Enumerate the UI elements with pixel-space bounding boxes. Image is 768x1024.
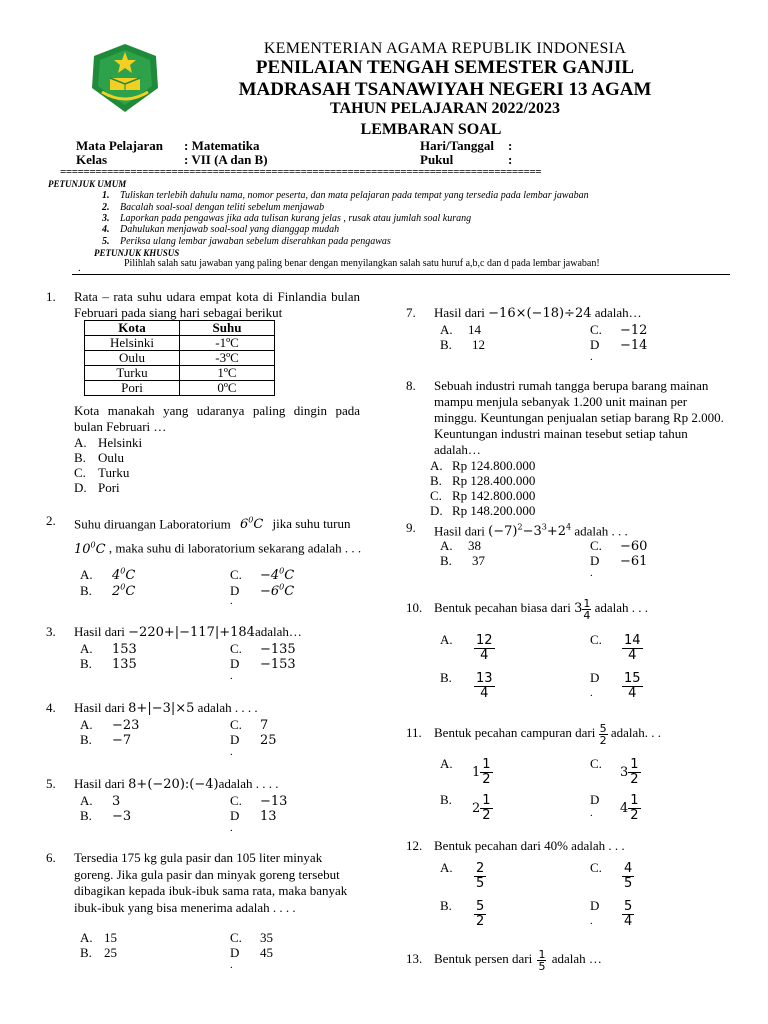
- option-d-label: D: [590, 670, 600, 685]
- header-academic-year: TAHUN PELAJARAN 2022/2023: [330, 100, 560, 117]
- instruction-item: 4. Dahulukan menjawab soal-soal yang dianggap mudah: [102, 224, 340, 235]
- option-a-label: A.: [440, 860, 453, 875]
- instruction-item: 3. Laporkan pada pengawas jika ada tulisan kurang jelas , rusak atau jumlah soal kurang: [102, 213, 472, 224]
- stray-dot: .: [230, 822, 233, 834]
- option-b-label: B.: [440, 670, 452, 685]
- question-10-options: [440, 630, 720, 704]
- option-c[interactable]: C. Rp 142.800.000: [430, 488, 536, 503]
- question-9-options: [440, 538, 720, 584]
- option-c[interactable]: 3 $\frac{1}{2}$: [620, 757, 639, 787]
- kemenag-logo: [88, 42, 162, 114]
- option-a[interactable]: $\frac{2}{5}$: [476, 861, 485, 891]
- class-label: Kelas: [76, 152, 108, 167]
- table-row: Oulu -3ºC: [85, 351, 275, 366]
- stray-dot: .: [230, 670, 233, 682]
- question-1-prompt: Kota manakah yang udaranya paling dingin pada bulan Februari …: [74, 403, 360, 434]
- time-label: Pukul: [420, 152, 454, 167]
- option-c[interactable]: C. 7: [230, 717, 269, 733]
- option-c[interactable]: C. 35: [230, 930, 273, 945]
- option-c[interactable]: $\frac{14}{4}$: [624, 633, 641, 663]
- option-d[interactable]: D 45: [230, 945, 273, 960]
- option-b[interactable]: B. −3: [80, 808, 132, 824]
- question-7-options: [440, 322, 720, 368]
- special-instructions-title: PETUNJUK KHUSUS: [94, 248, 180, 258]
- option-c-label: C.: [590, 756, 602, 771]
- option-d[interactable]: $D -6^0C$: [230, 583, 295, 600]
- question-1: 1. Rata – rata suhu udara empat kota di Finlandia bulan Februari pada siang hari sebagai berikut: [46, 289, 360, 320]
- question-11: 11. Bentuk pecahan campuran dari $\frac{5}{2}$ adalah. . .: [406, 721, 662, 747]
- option-a[interactable]: A. 14: [440, 322, 481, 337]
- option-d-label: D: [590, 792, 600, 807]
- option-d[interactable]: $\frac{15}{4}$: [624, 671, 641, 701]
- header-ministry: KEMENTERIAN AGAMA REPUBLIK INDONESIA: [263, 40, 627, 57]
- question-10: 10. Bentuk pecahan biasa dari 3 $\frac{1}{4}$ adalah . . .: [406, 596, 649, 622]
- question-2-options: [80, 564, 360, 612]
- option-d[interactable]: D −14: [590, 337, 648, 353]
- question-6-options: [80, 930, 360, 976]
- question-4: 4. Hasil dari 8+|−3|×5 adalah . . . .: [46, 700, 258, 716]
- stray-dot: .: [590, 567, 593, 579]
- option-b[interactable]: 2 $\frac{1}{2}$: [472, 793, 491, 823]
- table-header-row: Kota Suhu: [85, 321, 275, 336]
- table-row: Helsinki -1ºC: [85, 336, 275, 351]
- stray-dot: .: [590, 915, 593, 927]
- question-11-options: [440, 754, 720, 828]
- option-b[interactable]: $\frac{13}{4}$: [476, 671, 493, 701]
- question-8: 8. Sebuah industri rumah tangga berupa barang mainan mampu menjula sebanyak 1.200 unit mainan per minggu. Keuntungan penjualan setiap barang Rp 2.000. Keuntungan industri mainan tesebut setiap tahun adalah…: [406, 378, 724, 457]
- stray-dot: .: [230, 959, 233, 971]
- option-c[interactable]: C. Turku: [74, 465, 130, 480]
- option-c[interactable]: C. −12: [590, 322, 648, 338]
- instruction-item: 5. Periksa ulang lembar jawaban sebelum diserahkan pada pengawas: [102, 236, 391, 247]
- option-a[interactable]: A. 3: [80, 793, 121, 809]
- option-b[interactable]: $\frac{5}{2}$: [476, 899, 485, 929]
- subject-value: : Matematika: [184, 138, 260, 153]
- separator-line: ==================================================================================: [60, 166, 542, 178]
- table-row: Pori 0ºC: [85, 381, 275, 396]
- stray-dot: .: [590, 351, 593, 363]
- option-a-label: A.: [440, 632, 453, 647]
- option-b[interactable]: B. 135: [80, 656, 137, 672]
- stray-dot: .: [230, 595, 233, 607]
- option-d[interactable]: D. Rp 148.200.000: [430, 503, 536, 518]
- option-c[interactable]: $\frac{4}{5}$: [624, 861, 633, 891]
- option-b[interactable]: B. −7: [80, 732, 132, 748]
- question-3-options: [80, 641, 360, 687]
- option-d[interactable]: D −61: [590, 553, 648, 569]
- instruction-item: 1. Tuliskan terlebih dahulu nama, nomor peserta, dan mata pelajaran pada tempat yang tersedia pada lembar jawaban: [102, 190, 589, 201]
- special-instructions-text: Pilihlah salah satu jawaban yang paling benar dengan menyilangkan salah satu huruf a,b,c dan d pada lembar jawaban!: [124, 258, 600, 269]
- option-d[interactable]: 4 $\frac{1}{2}$: [620, 793, 639, 823]
- question-2: 2. Suhu diruangan Laboratorium $6^0C$ jika suhu turun $10^0C$ , maka suhu di laboratorium sekarang adalah . . .: [46, 513, 362, 557]
- question-12: 12. Bentuk pecahan dari 40% adalah . . .: [406, 838, 625, 853]
- option-a[interactable]: A. 153: [80, 641, 137, 657]
- option-b[interactable]: B. Rp 128.400.000: [430, 473, 536, 488]
- option-d[interactable]: D 25: [230, 732, 277, 748]
- option-a[interactable]: 1 $\frac{1}{2}$: [472, 757, 491, 787]
- question-12-options: [440, 858, 720, 932]
- option-c-label: C.: [590, 860, 602, 875]
- option-c-label: C.: [590, 632, 602, 647]
- divider: [72, 274, 730, 275]
- date-label: Hari/Tanggal: [420, 138, 494, 153]
- stray-dot: .: [590, 687, 593, 699]
- table-row: Turku 1ºC: [85, 366, 275, 381]
- question-8-options: [430, 458, 710, 520]
- option-a[interactable]: A. Rp 124.800.000: [430, 458, 536, 473]
- question-9: 9. Hasil dari $(-7)^2-3^3+2^4$ adalah . . .: [406, 520, 628, 540]
- option-a[interactable]: A. 15: [80, 930, 117, 945]
- option-b[interactable]: B. 25: [80, 945, 117, 960]
- option-d[interactable]: D −153: [230, 656, 296, 672]
- option-a-label: A.: [440, 756, 453, 771]
- stray-dot: .: [78, 262, 81, 274]
- option-a[interactable]: A. Helsinki: [74, 435, 143, 450]
- stray-dot: .: [590, 807, 593, 819]
- option-c[interactable]: C. −13: [230, 793, 288, 809]
- option-c[interactable]: C. −60: [590, 538, 648, 554]
- option-b[interactable]: B. Oulu: [74, 450, 124, 465]
- option-d[interactable]: D 13: [230, 808, 277, 824]
- question-13: 13. Bentuk persen dari $\frac{1}{5}$ adalah …: [406, 947, 602, 973]
- option-d-label: D: [590, 898, 600, 913]
- header-exam-title: PENILAIAN TENGAH SEMESTER GANJIL: [255, 57, 635, 78]
- option-b[interactable]: B. 37: [440, 553, 485, 568]
- option-a[interactable]: $\frac{12}{4}$: [476, 633, 493, 663]
- option-c[interactable]: C. −135: [230, 641, 296, 657]
- option-b-label: B.: [440, 898, 452, 913]
- temperature-table: [84, 320, 275, 396]
- option-d[interactable]: D. Pori: [74, 480, 120, 495]
- question-5: 5. Hasil dari 8+(−20):(−4)adalah . . . .: [46, 776, 279, 792]
- header-school: MADRASAH TSANAWIYAH NEGERI 13 AGAM: [238, 79, 652, 100]
- option-a[interactable]: A. −23: [80, 717, 140, 733]
- option-a[interactable]: A. 38: [440, 538, 481, 553]
- stray-dot: .: [230, 746, 233, 758]
- question-4-options: [80, 717, 360, 763]
- option-d[interactable]: $\frac{5}{4}$: [624, 899, 633, 929]
- subject-label: Mata Pelajaran: [76, 138, 164, 153]
- question-1-options: [74, 435, 274, 497]
- question-7: 7. Hasil dari −16×(−18)÷24 adalah…: [406, 305, 642, 321]
- option-b[interactable]: B. 12: [440, 337, 485, 352]
- header-sheet-title: LEMBARAN SOAL: [360, 121, 502, 138]
- question-6: 6. Tersedia 175 kg gula pasir dan 105 liter minyak goreng. Jika gula pasir dan minyak goreng tersebut dibagikan kepada ibuk-ibuk sama rata, maka banyak ibuk-ibuk yang bisa menerima adalah . . . .: [46, 850, 348, 915]
- question-5-options: [80, 793, 360, 839]
- option-b-label: B.: [440, 792, 452, 807]
- instruction-item: 2. Bacalah soal-soal dengan teliti sebelum menjawab: [102, 202, 325, 213]
- date-value: :: [508, 138, 513, 153]
- general-instructions-title: PETUNJUK UMUM: [48, 179, 127, 189]
- time-value: :: [508, 152, 513, 167]
- question-3: 3. Hasil dari −220+|−117|+184adalah…: [46, 624, 302, 640]
- option-a[interactable]: A. $4^0C$: [80, 567, 136, 584]
- class-value: : VII (A dan B): [184, 152, 268, 167]
- option-c[interactable]: C. $-4^0C$: [230, 567, 295, 584]
- option-b[interactable]: B. $2^0C$: [80, 583, 136, 600]
